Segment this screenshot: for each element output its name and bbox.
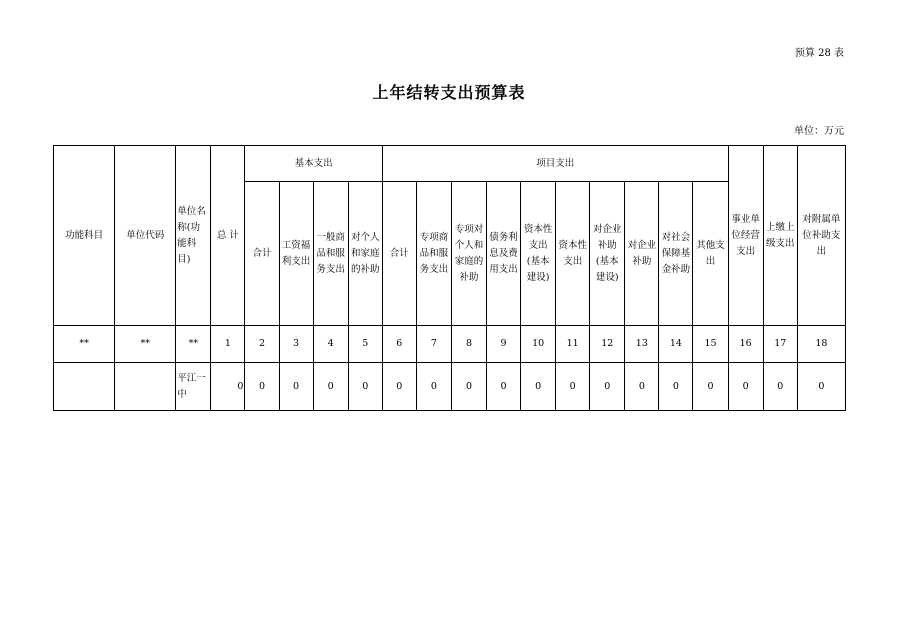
data-value: 0 xyxy=(728,363,763,411)
code-num: 6 xyxy=(382,326,416,363)
data-value: 0 xyxy=(348,363,382,411)
data-value: 0 xyxy=(763,363,797,411)
code-num: 4 xyxy=(313,326,348,363)
code-num: 12 xyxy=(590,326,625,363)
data-value: 0 xyxy=(625,363,659,411)
data-value: 0 xyxy=(279,363,313,411)
data-value: 0 xyxy=(590,363,625,411)
code-num: 1 xyxy=(211,326,245,363)
data-value: 0 xyxy=(556,363,590,411)
header-project-col: 对企业补助 xyxy=(625,182,659,326)
code-num: 15 xyxy=(693,326,728,363)
data-value: 0 xyxy=(382,363,416,411)
code-num: 7 xyxy=(416,326,451,363)
code-num: 17 xyxy=(763,326,797,363)
code-num: 3 xyxy=(279,326,313,363)
data-value: 0 xyxy=(487,363,521,411)
header-project-col: 专项商品和服务支出 xyxy=(416,182,451,326)
header-basic: 基本支出 xyxy=(245,146,382,182)
data-value: 0 xyxy=(451,363,486,411)
code-row xyxy=(54,326,846,363)
data-value: 0 xyxy=(693,363,728,411)
code-num: 2 xyxy=(245,326,279,363)
header-basic-col: 合计 xyxy=(245,182,279,326)
header-project-col: 对社会保障基金补助 xyxy=(659,182,693,326)
header-project-col: 合计 xyxy=(382,182,416,326)
code-num: 13 xyxy=(625,326,659,363)
unit-label: 单位：万元 xyxy=(794,126,844,137)
code-func: ** xyxy=(54,326,115,363)
code-num: 14 xyxy=(659,326,693,363)
data-value: 0 xyxy=(659,363,693,411)
code-num: 10 xyxy=(521,326,556,363)
code-num: 9 xyxy=(487,326,521,363)
header-project: 项目支出 xyxy=(382,146,728,182)
data-code xyxy=(115,363,176,411)
header-basic-col: 对个人和家庭的补助 xyxy=(348,182,382,326)
data-value: 0 xyxy=(211,363,245,411)
header-career: 事业单位经营支出 xyxy=(728,146,763,326)
header-project-col: 债务利息及费用支出 xyxy=(487,182,521,326)
header-row-1 xyxy=(54,146,846,182)
data-unit-name: 平江一中 xyxy=(176,363,211,411)
code-num: 11 xyxy=(556,326,590,363)
data-value: 0 xyxy=(245,363,279,411)
data-value: 0 xyxy=(313,363,348,411)
header-upper: 上缴上级支出 xyxy=(763,146,797,326)
budget-table xyxy=(53,145,846,411)
header-basic-col: 一般商品和服务支出 xyxy=(313,182,348,326)
header-affiliated: 对附属单位补助支出 xyxy=(797,146,845,326)
code-num: 18 xyxy=(797,326,845,363)
header-basic-col: 工资福利支出 xyxy=(279,182,313,326)
header-project-col: 其他支出 xyxy=(693,182,728,326)
form-number: 预算 28 表 xyxy=(794,48,844,59)
code-num: 5 xyxy=(348,326,382,363)
code-name: ** xyxy=(176,326,211,363)
data-value: 0 xyxy=(797,363,845,411)
code-num: 16 xyxy=(728,326,763,363)
header-project-col: 资本性支出 xyxy=(556,182,590,326)
header-project-col: 对企业补助(基本建设) xyxy=(590,182,625,326)
header-project-col: 专项对个人和家庭的补助 xyxy=(451,182,486,326)
header-func-subject: 功能科目 xyxy=(54,146,115,326)
data-func xyxy=(54,363,115,411)
header-project-col: 资本性支出(基本建设) xyxy=(521,182,556,326)
header-total: 总 计 xyxy=(211,146,245,326)
header-unit-code: 单位代码 xyxy=(115,146,176,326)
page-title: 上年结转支出预算表 xyxy=(372,83,526,102)
table-row xyxy=(54,363,846,411)
data-value: 0 xyxy=(416,363,451,411)
code-code: ** xyxy=(115,326,176,363)
code-num: 8 xyxy=(451,326,486,363)
data-value: 0 xyxy=(521,363,556,411)
header-unit-name: 单位名称(功能科目) xyxy=(176,146,211,326)
